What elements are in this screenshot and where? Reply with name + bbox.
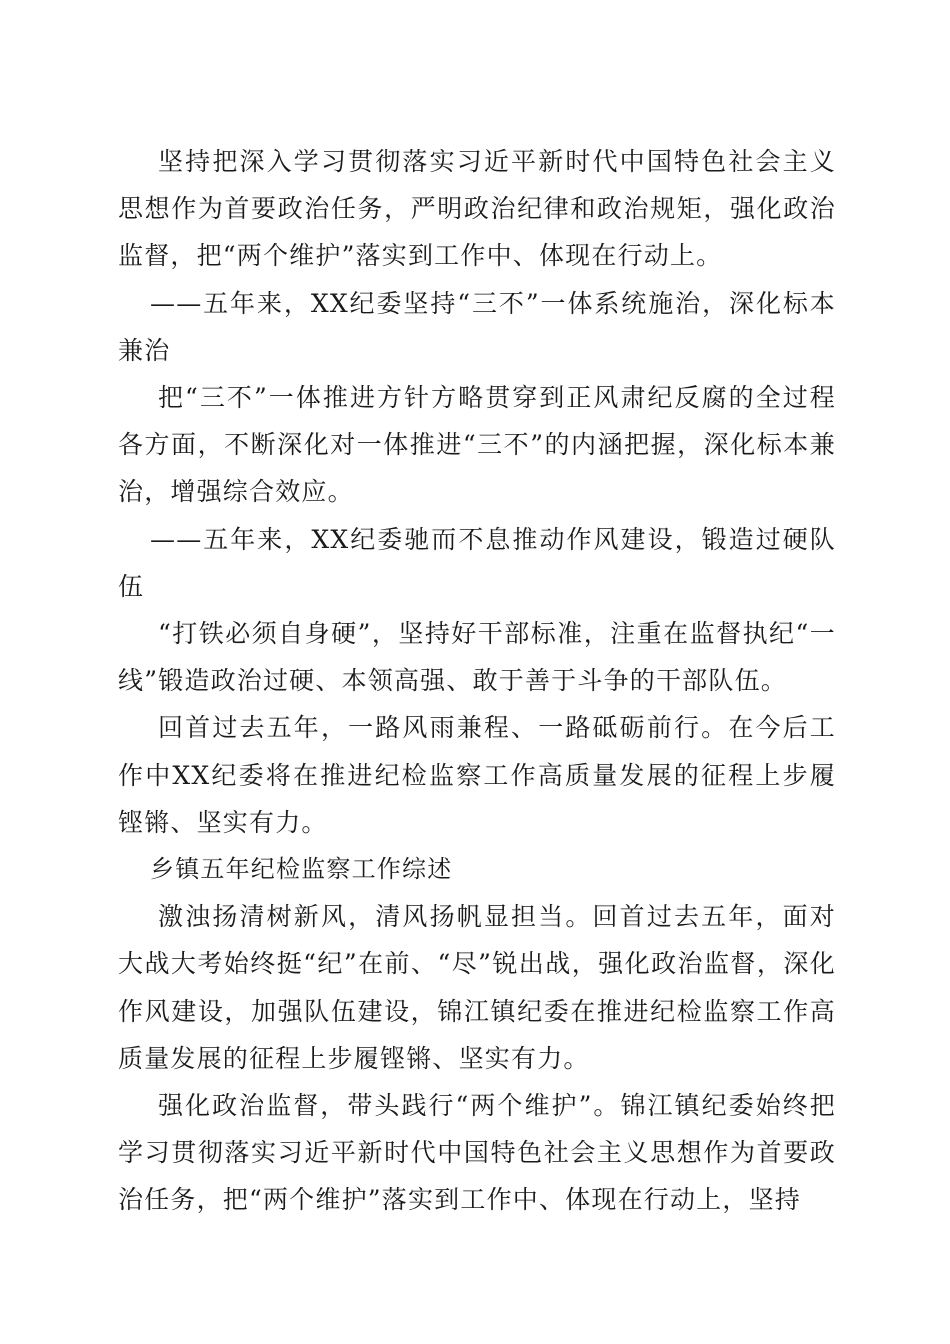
section-heading-work-style: ——五年来，XX纪委驰而不息推动作风建设，锻造过硬队伍 <box>118 524 836 601</box>
paragraph-three-nots: 把“三不”一体推进方针方略贯穿到正风肃纪反腐的全过程各方面，不断深化对一体推进“三不”的内涵把握，深化标本兼治，增强综合效应。 <box>118 383 836 507</box>
paragraph-review-five-years: 回首过去五年，一路风雨兼程、一路砥砺前行。在今后工作中XX纪委将在推进纪检监察工作高质量发展的征程上步履铿锵、坚实有力。 <box>118 713 836 837</box>
paragraph-political-supervision: 强化政治监督，带头践行“两个维护”。锦江镇纪委始终把学习贯彻落实习近平新时代中国特色社会主义思想作为首要政治任务，把“两个维护”落实到工作中、体现在行动上，坚持 <box>118 1091 836 1215</box>
document-subtitle: 乡镇五年纪检监察工作综述 <box>150 855 453 884</box>
document-body <box>118 138 836 1224</box>
paragraph-new-atmosphere: 激浊扬清树新风，清风扬帆显担当。回首过去五年，面对大战大考始终挺“纪”在前、“尽”锐出战，强化政治监督，深化作风建设，加强队伍建设，锦江镇纪委在推进纪检监察工作高质量发展的征程上步履铿锵、坚实有力。 <box>118 902 836 1073</box>
paragraph-cadre-team: “打铁必须自身硬”，坚持好干部标准，注重在监督执纪“一线”锻造政治过硬、本领高强、敢于善于斗争的干部队伍。 <box>118 619 836 696</box>
paragraph-political-task: 坚持把深入学习贯彻落实习近平新时代中国特色社会主义思想作为首要政治任务，严明政治纪律和政治规矩，强化政治监督，把“两个维护”落实到工作中、体现在行动上。 <box>118 147 836 271</box>
section-heading-three-nots: ——五年来，XX纪委坚持“三不”一体系统施治，深化标本兼治 <box>118 288 836 365</box>
